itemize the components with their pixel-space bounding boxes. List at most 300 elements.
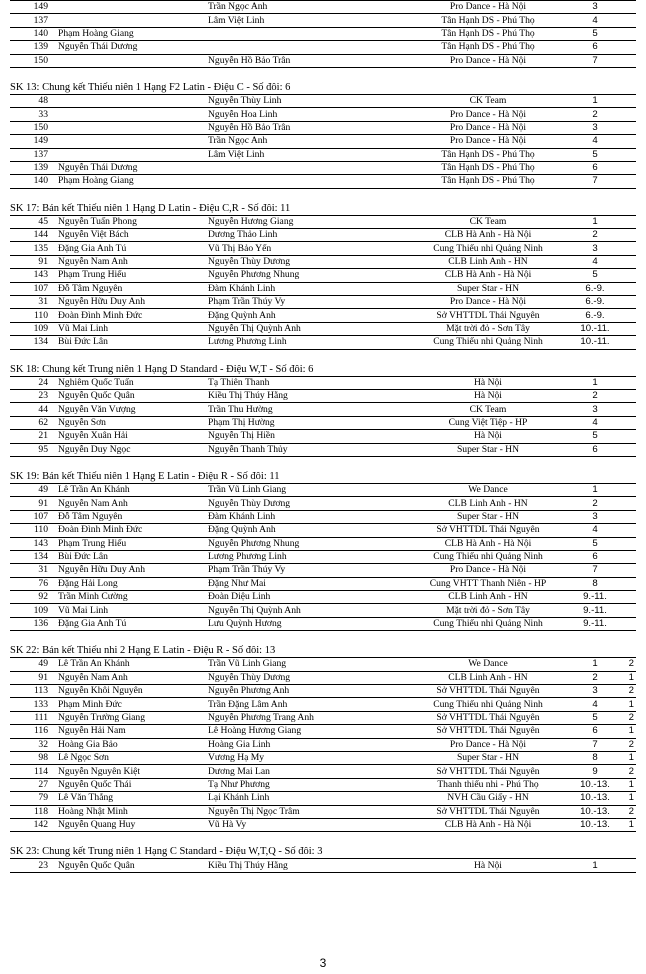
- extra-mark: [622, 537, 636, 550]
- female-dancer: Kiều Thị Thúy Hằng: [208, 389, 408, 402]
- club-name: Mặt trời đỏ - Sơn Tây: [408, 604, 568, 617]
- page-number: 3: [319, 956, 327, 970]
- table-row: [10, 604, 636, 617]
- event-section: [10, 363, 636, 457]
- couple-number: 23: [10, 859, 52, 872]
- couple-number: 92: [10, 591, 52, 604]
- female-dancer: Nguyễn Hoa Linh: [208, 108, 408, 121]
- couple-number: 31: [10, 296, 52, 309]
- female-dancer: Đoàn Diệu Linh: [208, 591, 408, 604]
- extra-mark: [622, 108, 636, 121]
- male-dancer: Bùi Đức Lân: [52, 336, 208, 349]
- female-dancer: Nguyễn Thùy Linh: [208, 94, 408, 107]
- couple-number: 91: [10, 497, 52, 510]
- male-dancer: Nguyễn Nam Anh: [52, 671, 208, 684]
- club-name: Thanh thiếu nhi - Phú Thọ: [408, 778, 568, 791]
- female-dancer: Phạm Thị Hường: [208, 416, 408, 429]
- club-name: Tân Hạnh DS - Phú Thọ: [408, 161, 568, 174]
- club-name: Tân Hạnh DS - Phú Thọ: [408, 27, 568, 40]
- placement: 6.-9.: [568, 296, 622, 309]
- extra-mark: [622, 564, 636, 577]
- table-row: [10, 778, 636, 791]
- male-dancer: Hoàng Nhật Minh: [52, 805, 208, 818]
- male-dancer: [52, 148, 208, 161]
- couple-number: 24: [10, 376, 52, 389]
- couple-number: 98: [10, 751, 52, 764]
- female-dancer: Lương Phương Linh: [208, 550, 408, 563]
- results-table: [10, 858, 636, 872]
- female-dancer: Trần Ngọc Anh: [208, 1, 408, 14]
- extra-mark: [622, 389, 636, 402]
- female-dancer: Đàm Khánh Linh: [208, 282, 408, 295]
- club-name: Sở VHTTDL Thái Nguyên: [408, 765, 568, 778]
- table-row: [10, 550, 636, 563]
- male-dancer: Vũ Mai Linh: [52, 322, 208, 335]
- club-name: Cung Thiếu nhi Quảng Ninh: [408, 617, 568, 630]
- extra-mark: 1: [622, 792, 636, 805]
- placement: 6: [568, 725, 622, 738]
- couple-number: 140: [10, 27, 52, 40]
- club-name: Cung Thiếu nhi Quảng Ninh: [408, 550, 568, 563]
- section-title: SK 13: Chung kết Thiếu niên 1 Hạng F2 Latin - Điệu C - Số đôi: 6: [10, 81, 291, 93]
- table-row: [10, 617, 636, 630]
- extra-mark: 2: [622, 805, 636, 818]
- female-dancer: Trần Thu Hường: [208, 403, 408, 416]
- placement: 3: [568, 121, 622, 134]
- table-row: [10, 497, 636, 510]
- male-dancer: Nguyễn Quốc Thái: [52, 778, 208, 791]
- male-dancer: Đặng Hải Long: [52, 577, 208, 590]
- placement: 5: [568, 711, 622, 724]
- placement: 8: [568, 577, 622, 590]
- couple-number: 109: [10, 604, 52, 617]
- extra-mark: [622, 282, 636, 295]
- extra-mark: 1: [622, 751, 636, 764]
- placement: 5: [568, 148, 622, 161]
- placement: 4: [568, 416, 622, 429]
- table-row: [10, 416, 636, 429]
- placement: 5: [568, 537, 622, 550]
- male-dancer: Lê Văn Thắng: [52, 792, 208, 805]
- placement: 9.-11.: [568, 604, 622, 617]
- extra-mark: [622, 403, 636, 416]
- male-dancer: Nguyễn Hải Nam: [52, 725, 208, 738]
- table-row: [10, 685, 636, 698]
- club-name: Mặt trời đỏ - Sơn Tây: [408, 322, 568, 335]
- female-dancer: Phạm Trần Thúy Vy: [208, 564, 408, 577]
- female-dancer: Nguyễn Hương Giang: [208, 215, 408, 228]
- extra-mark: [622, 296, 636, 309]
- extra-mark: [622, 322, 636, 335]
- placement: 5: [568, 269, 622, 282]
- female-dancer: Đặng Quỳnh Anh: [208, 309, 408, 322]
- female-dancer: Đặng Quỳnh Anh: [208, 524, 408, 537]
- male-dancer: Phạm Trung Hiếu: [52, 537, 208, 550]
- club-name: CLB Hà Anh - Hà Nội: [408, 269, 568, 282]
- male-dancer: Nguyễn Nguyên Kiệt: [52, 765, 208, 778]
- placement: 1: [568, 376, 622, 389]
- section-title: SK 22: Bán kết Thiếu nhi 2 Hạng E Latin - Điệu R - Số đôi: 13: [10, 645, 276, 657]
- event-section: [10, 202, 636, 350]
- club-name: Sở VHTTDL Thái Nguyên: [408, 309, 568, 322]
- female-dancer: Trần Vũ Linh Giang: [208, 658, 408, 671]
- extra-mark: 1: [622, 778, 636, 791]
- club-name: CLB Hà Anh - Hà Nội: [408, 229, 568, 242]
- female-dancer: Tạ Như Phương: [208, 778, 408, 791]
- extra-mark: [622, 859, 636, 872]
- club-name: Pro Dance - Hà Nội: [408, 54, 568, 67]
- placement: 7: [568, 564, 622, 577]
- table-row: [10, 577, 636, 590]
- sections-container: [10, 68, 636, 873]
- female-dancer: Nguyễn Thùy Dương: [208, 671, 408, 684]
- club-name: CLB Linh Anh - HN: [408, 255, 568, 268]
- male-dancer: Nguyễn Thái Dương: [52, 41, 208, 54]
- results-table: [10, 483, 636, 631]
- couple-number: 139: [10, 41, 52, 54]
- female-dancer: Nguyễn Phương Nhung: [208, 269, 408, 282]
- extra-mark: [622, 14, 636, 27]
- couple-number: 116: [10, 725, 52, 738]
- table-row: [10, 591, 636, 604]
- placement: 7: [568, 738, 622, 751]
- couple-number: 140: [10, 175, 52, 188]
- male-dancer: Nguyễn Trường Giang: [52, 711, 208, 724]
- female-dancer: Phạm Trần Thúy Vy: [208, 296, 408, 309]
- placement: 10.-13.: [568, 818, 622, 831]
- couple-number: 150: [10, 121, 52, 134]
- table-row: [10, 135, 636, 148]
- club-name: CK Team: [408, 94, 568, 107]
- event-section: [10, 470, 636, 631]
- continued-section: [10, 0, 636, 68]
- couple-number: 134: [10, 550, 52, 563]
- extra-mark: [622, 175, 636, 188]
- placement: 6: [568, 161, 622, 174]
- extra-mark: [622, 577, 636, 590]
- couple-number: 107: [10, 282, 52, 295]
- couple-number: 48: [10, 94, 52, 107]
- placement: 9.-11.: [568, 617, 622, 630]
- couple-number: 139: [10, 161, 52, 174]
- results-table: [10, 376, 636, 457]
- extra-mark: [622, 617, 636, 630]
- extra-mark: 2: [622, 658, 636, 671]
- placement: 1: [568, 94, 622, 107]
- table-row: [10, 403, 636, 416]
- couple-number: 144: [10, 229, 52, 242]
- table-row: [10, 229, 636, 242]
- female-dancer: Dương Thảo Linh: [208, 229, 408, 242]
- club-name: CLB Linh Anh - HN: [408, 497, 568, 510]
- club-name: Pro Dance - Hà Nội: [408, 1, 568, 14]
- table-row: [10, 255, 636, 268]
- female-dancer: Nguyễn Phương Anh: [208, 685, 408, 698]
- male-dancer: Nguyễn Việt Bách: [52, 229, 208, 242]
- couple-number: 111: [10, 711, 52, 724]
- placement: 4: [568, 698, 622, 711]
- club-name: Super Star - HN: [408, 510, 568, 523]
- extra-mark: 2: [622, 685, 636, 698]
- section-spacer: [10, 68, 636, 81]
- female-dancer: [208, 41, 408, 54]
- female-dancer: [208, 27, 408, 40]
- results-table: [10, 657, 636, 832]
- couple-number: 137: [10, 14, 52, 27]
- placement: 2: [568, 108, 622, 121]
- placement: 10.-13.: [568, 805, 622, 818]
- male-dancer: Đoàn Đình Minh Đức: [52, 309, 208, 322]
- couple-number: 135: [10, 242, 52, 255]
- club-name: NVH Cầu Giấy - HN: [408, 792, 568, 805]
- female-dancer: Tạ Thiên Thanh: [208, 376, 408, 389]
- placement: 9: [568, 765, 622, 778]
- couple-number: 27: [10, 778, 52, 791]
- club-name: Hà Nội: [408, 430, 568, 443]
- table-row: [10, 296, 636, 309]
- table-row: [10, 108, 636, 121]
- placement: 10.-13.: [568, 792, 622, 805]
- extra-mark: [622, 376, 636, 389]
- table-row: [10, 121, 636, 134]
- placement: 3: [568, 242, 622, 255]
- female-dancer: Lâm Việt Linh: [208, 14, 408, 27]
- table-row: [10, 524, 636, 537]
- male-dancer: Phạm Hoàng Giang: [52, 175, 208, 188]
- female-dancer: Vũ Hà Vy: [208, 818, 408, 831]
- female-dancer: Lương Phương Linh: [208, 336, 408, 349]
- female-dancer: Nguyễn Thị Quỳnh Anh: [208, 604, 408, 617]
- couple-number: 49: [10, 658, 52, 671]
- couple-number: 136: [10, 617, 52, 630]
- male-dancer: [52, 108, 208, 121]
- placement: 1: [568, 483, 622, 496]
- couple-number: 113: [10, 685, 52, 698]
- table-row: [10, 483, 636, 496]
- extra-mark: [622, 27, 636, 40]
- club-name: Super Star - HN: [408, 443, 568, 456]
- extra-mark: [622, 215, 636, 228]
- table-row: [10, 322, 636, 335]
- event-section: [10, 845, 636, 872]
- male-dancer: Nguyễn Nam Anh: [52, 497, 208, 510]
- couple-number: 45: [10, 215, 52, 228]
- placement: 6: [568, 443, 622, 456]
- results-table: [10, 94, 636, 189]
- female-dancer: Vũ Thị Bảo Yến: [208, 242, 408, 255]
- table-row: [10, 175, 636, 188]
- club-name: Pro Dance - Hà Nội: [408, 564, 568, 577]
- club-name: Tân Hạnh DS - Phú Thọ: [408, 41, 568, 54]
- male-dancer: Phạm Hoàng Giang: [52, 27, 208, 40]
- female-dancer: Trần Vũ Linh Giang: [208, 483, 408, 496]
- extra-mark: [622, 497, 636, 510]
- club-name: Sở VHTTDL Thái Nguyên: [408, 524, 568, 537]
- club-name: Cung Thiếu nhi Quảng Ninh: [408, 698, 568, 711]
- male-dancer: Đỗ Tâm Nguyên: [52, 510, 208, 523]
- male-dancer: [52, 1, 208, 14]
- couple-number: 134: [10, 336, 52, 349]
- female-dancer: Nguyễn Thùy Dương: [208, 255, 408, 268]
- male-dancer: Nghiêm Quốc Tuấn: [52, 376, 208, 389]
- couple-number: 91: [10, 671, 52, 684]
- extra-mark: [622, 161, 636, 174]
- section-spacer: [10, 832, 636, 845]
- female-dancer: Kiều Thị Thúy Hằng: [208, 859, 408, 872]
- extra-mark: [622, 94, 636, 107]
- male-dancer: Nguyễn Văn Vượng: [52, 403, 208, 416]
- section-spacer: [10, 189, 636, 202]
- couple-number: 110: [10, 524, 52, 537]
- male-dancer: Đặng Gia Anh Tú: [52, 242, 208, 255]
- placement: 7: [568, 175, 622, 188]
- extra-mark: [622, 604, 636, 617]
- table-row: [10, 765, 636, 778]
- female-dancer: Nguyễn Thị Hiền: [208, 430, 408, 443]
- female-dancer: Lê Hoàng Hương Giang: [208, 725, 408, 738]
- club-name: CK Team: [408, 403, 568, 416]
- extra-mark: [622, 229, 636, 242]
- results-table: [10, 0, 636, 68]
- table-row: [10, 309, 636, 322]
- placement: 1: [568, 658, 622, 671]
- male-dancer: Nguyễn Tuấn Phong: [52, 215, 208, 228]
- female-dancer: Trần Đặng Lâm Anh: [208, 698, 408, 711]
- extra-mark: 1: [622, 698, 636, 711]
- table-row: [10, 510, 636, 523]
- placement: 4: [568, 524, 622, 537]
- club-name: CK Team: [408, 215, 568, 228]
- male-dancer: Hoàng Gia Bảo: [52, 738, 208, 751]
- extra-mark: [622, 550, 636, 563]
- female-dancer: Nguyễn Thị Ngọc Trâm: [208, 805, 408, 818]
- placement: 7: [568, 54, 622, 67]
- couple-number: 109: [10, 322, 52, 335]
- table-row: [10, 818, 636, 831]
- event-section: [10, 644, 636, 832]
- female-dancer: Đặng Như Mai: [208, 577, 408, 590]
- club-name: CLB Linh Anh - HN: [408, 591, 568, 604]
- male-dancer: Nguyễn Xuân Hải: [52, 430, 208, 443]
- placement: 6.-9.: [568, 309, 622, 322]
- male-dancer: Lê Ngọc Sơn: [52, 751, 208, 764]
- placement: 4: [568, 14, 622, 27]
- placement: 1: [568, 859, 622, 872]
- male-dancer: Vũ Mai Linh: [52, 604, 208, 617]
- table-row: [10, 215, 636, 228]
- section-spacer: [10, 631, 636, 644]
- couple-number: 33: [10, 108, 52, 121]
- couple-number: 49: [10, 483, 52, 496]
- table-row: [10, 805, 636, 818]
- male-dancer: Lê Trần An Khánh: [52, 483, 208, 496]
- club-name: Hà Nội: [408, 389, 568, 402]
- placement: 10.-13.: [568, 778, 622, 791]
- couple-number: 149: [10, 1, 52, 14]
- placement: 2: [568, 671, 622, 684]
- results-page: [10, 0, 636, 873]
- table-row: [10, 41, 636, 54]
- placement: 4: [568, 255, 622, 268]
- club-name: Pro Dance - Hà Nội: [408, 135, 568, 148]
- couple-number: 143: [10, 269, 52, 282]
- couple-number: 143: [10, 537, 52, 550]
- female-dancer: Nguyễn Phương Trang Anh: [208, 711, 408, 724]
- male-dancer: Lê Trần An Khánh: [52, 658, 208, 671]
- extra-mark: [622, 269, 636, 282]
- section-title: SK 19: Bán kết Thiếu niên 1 Hạng E Latin - Điệu R - Số đôi: 11: [10, 470, 280, 482]
- table-row: [10, 161, 636, 174]
- table-row: [10, 148, 636, 161]
- club-name: Sở VHTTDL Thái Nguyên: [408, 725, 568, 738]
- table-row: [10, 751, 636, 764]
- female-dancer: Hoàng Gia Linh: [208, 738, 408, 751]
- extra-mark: 2: [622, 738, 636, 751]
- results-table: [10, 215, 636, 350]
- section-title: SK 18: Chung kết Trung niên 1 Hạng D Standard - Điệu W,T - Số đôi: 6: [10, 363, 314, 375]
- male-dancer: Nguyễn Quốc Quân: [52, 859, 208, 872]
- male-dancer: Nguyễn Thái Dương: [52, 161, 208, 174]
- placement: 3: [568, 1, 622, 14]
- female-dancer: Trần Ngọc Anh: [208, 135, 408, 148]
- table-row: [10, 658, 636, 671]
- table-row: [10, 376, 636, 389]
- club-name: Pro Dance - Hà Nội: [408, 738, 568, 751]
- section-title: SK 17: Bán kết Thiếu niên 1 Hạng D Latin - Điệu C,R - Số đôi: 11: [10, 202, 291, 214]
- table-row: [10, 725, 636, 738]
- club-name: Cung VHTT Thanh Niên - HP: [408, 577, 568, 590]
- male-dancer: Đặng Gia Anh Tú: [52, 617, 208, 630]
- couple-number: 91: [10, 255, 52, 268]
- club-name: Pro Dance - Hà Nội: [408, 296, 568, 309]
- placement: 2: [568, 229, 622, 242]
- female-dancer: Nguyễn Phương Nhung: [208, 537, 408, 550]
- club-name: CLB Linh Anh - HN: [408, 671, 568, 684]
- club-name: Super Star - HN: [408, 282, 568, 295]
- extra-mark: [622, 1, 636, 14]
- couple-number: 142: [10, 818, 52, 831]
- club-name: Sở VHTTDL Thái Nguyên: [408, 711, 568, 724]
- placement: 3: [568, 685, 622, 698]
- extra-mark: 1: [622, 725, 636, 738]
- table-row: [10, 564, 636, 577]
- female-dancer: Nguyễn Hồ Bảo Trân: [208, 121, 408, 134]
- placement: 2: [568, 389, 622, 402]
- couple-number: 32: [10, 738, 52, 751]
- extra-mark: [622, 336, 636, 349]
- male-dancer: Nguyễn Hữu Duy Anh: [52, 564, 208, 577]
- male-dancer: Nguyễn Quang Huy: [52, 818, 208, 831]
- club-name: Hà Nội: [408, 376, 568, 389]
- club-name: Cung Thiếu nhi Quảng Ninh: [408, 242, 568, 255]
- placement: 6: [568, 550, 622, 563]
- male-dancer: [52, 14, 208, 27]
- couple-number: 44: [10, 403, 52, 416]
- table-row: [10, 1, 636, 14]
- table-row: [10, 336, 636, 349]
- table-row: [10, 711, 636, 724]
- placement: 6: [568, 41, 622, 54]
- female-dancer: Nguyễn Hồ Bảo Trân: [208, 54, 408, 67]
- extra-mark: [622, 430, 636, 443]
- male-dancer: Đỗ Tâm Nguyên: [52, 282, 208, 295]
- placement: 4: [568, 135, 622, 148]
- couple-number: 31: [10, 564, 52, 577]
- couple-number: 137: [10, 148, 52, 161]
- female-dancer: Vương Hạ My: [208, 751, 408, 764]
- couple-number: 76: [10, 577, 52, 590]
- female-dancer: [208, 161, 408, 174]
